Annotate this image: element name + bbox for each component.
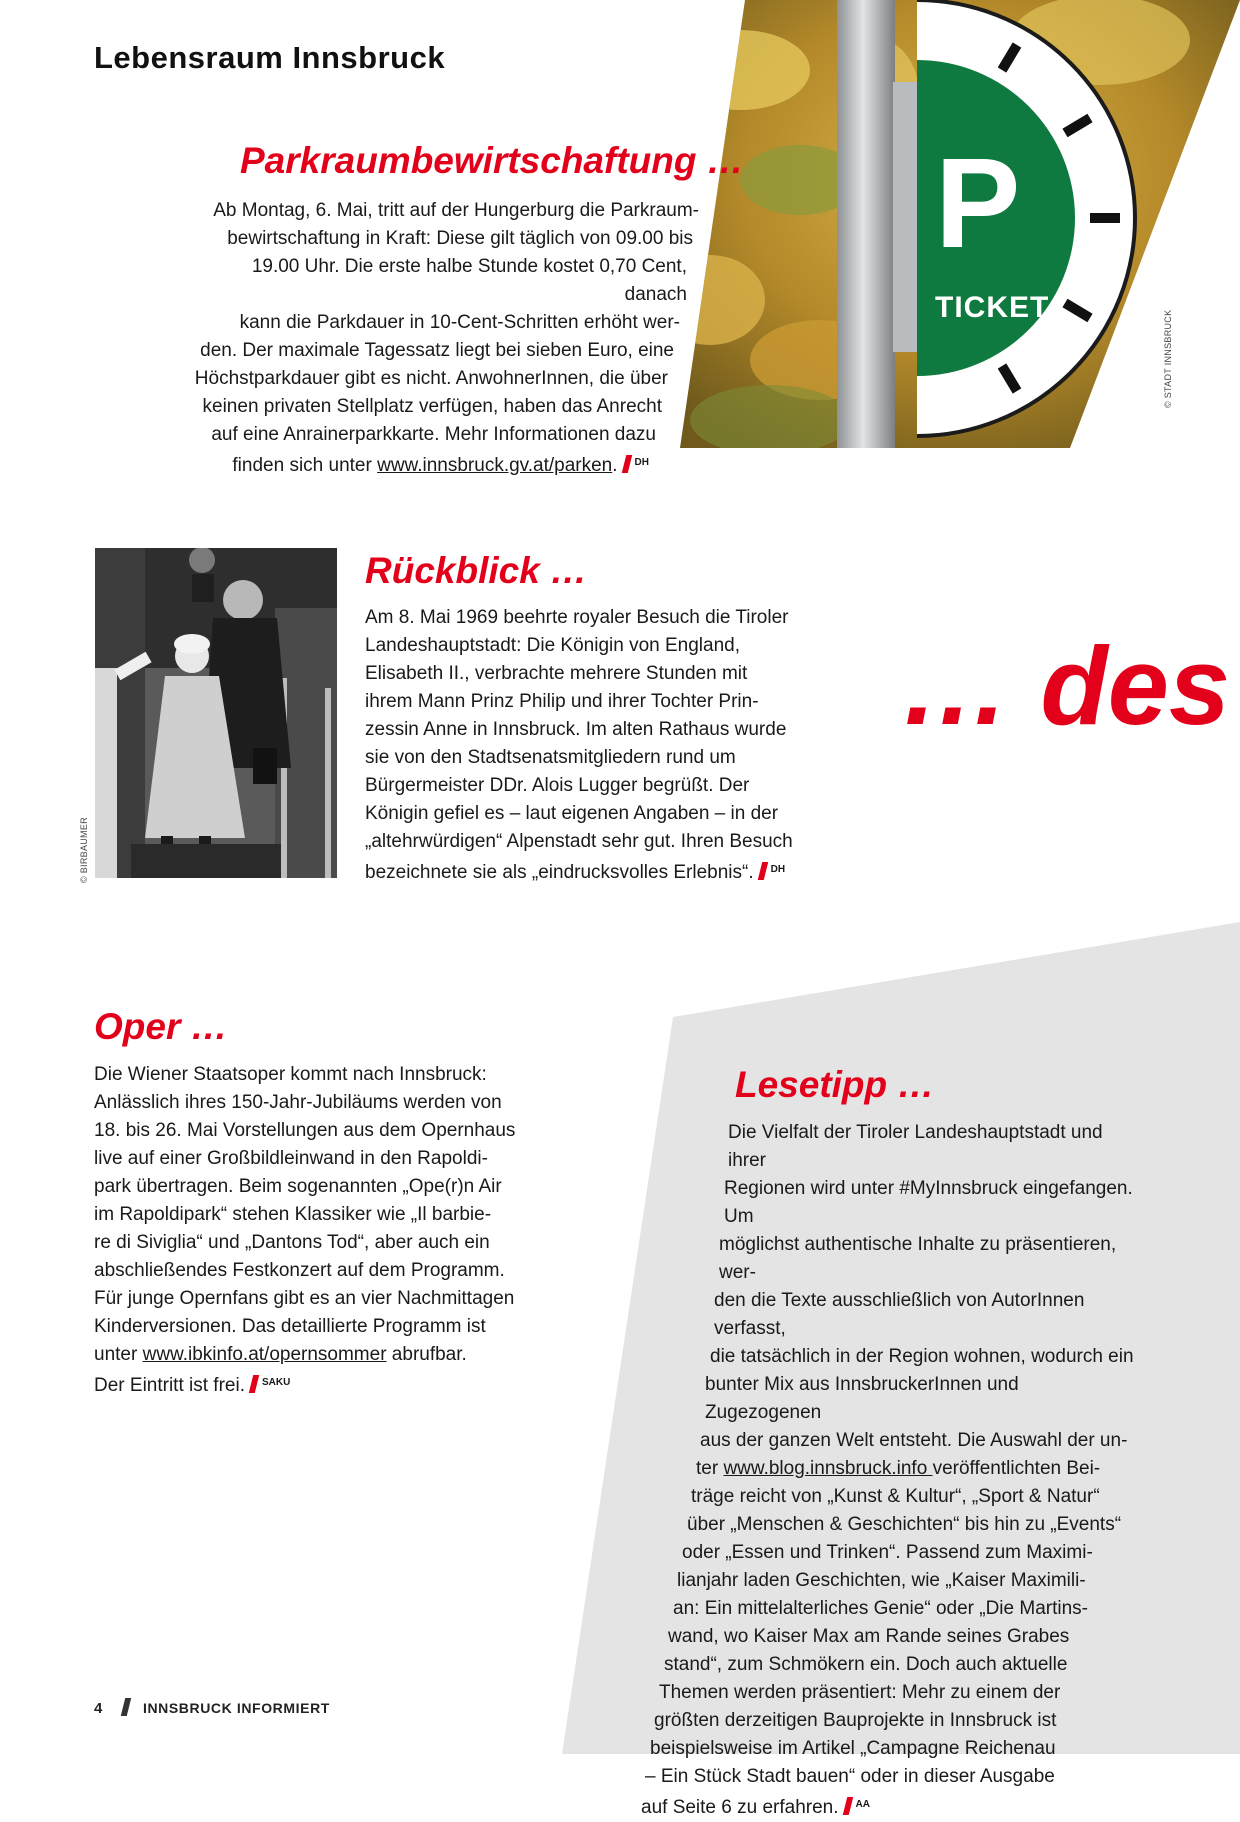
review-text: bezeichnete sie als „eindrucksvolles Erlebnis“. (365, 862, 754, 883)
author-initials: DH (634, 457, 649, 468)
author-initials: AA (855, 1799, 870, 1810)
parking-text: . (612, 455, 618, 476)
page-footer (94, 1698, 330, 1717)
parking-line: keinen privaten Stellplatz verfügen, haben das Anrecht (202, 396, 662, 417)
opera-line: live auf einer Großbildleinwand in den Rapoldi- (94, 1148, 488, 1169)
tip-blog-link[interactable]: www.blog.innsbruck.info (723, 1458, 933, 1479)
tip-text: veröffentlichten Bei- (932, 1458, 1101, 1479)
opera-body (94, 1061, 534, 1400)
review-line: ihrem Mann Prinz Philip und ihrer Tochter Prin- (365, 691, 759, 712)
tip-line: möglichst authentische Inhalte zu präsentieren, wer- (719, 1234, 1117, 1283)
opera-line: 18. bis 26. Mai Vorstellungen aus dem Opernhaus (94, 1120, 516, 1141)
parking-line: Ab Montag, 6. Mai, tritt auf der Hungerburg die Parkraum- (213, 200, 699, 221)
opera-line (94, 1341, 534, 1369)
tip-line: Die Vielfalt der Tiroler Landeshauptstadt und ihrer (728, 1122, 1103, 1171)
tip-line: an: Ein mittelalterliches Genie“ oder „Die Martins- (673, 1598, 1088, 1619)
opera-line (94, 1369, 534, 1400)
tip-line: oder „Essen und Trinken“. Passend zum Maximi- (682, 1542, 1093, 1563)
tip-line: träge reicht von „Kunst & Kultur“, „Sport & Natur“ (691, 1486, 1100, 1507)
author-initials: SAKU (261, 1377, 291, 1388)
tip-text: auf Seite 6 zu erfahren. (641, 1797, 839, 1818)
tip-line (696, 1455, 1140, 1483)
tip-body (630, 1119, 1140, 1822)
tip-line: die tatsächlich in der Region wohnen, wodurch ein (710, 1346, 1134, 1367)
review-line: Am 8. Mai 1969 beehrte royaler Besuch die Tiroler (365, 607, 789, 628)
parking-sign-letter: P (935, 132, 1021, 275)
parking-line: Höchstparkdauer gibt es nicht. AnwohnerInnen, die über (194, 368, 668, 389)
parking-line: den. Der maximale Tagessatz liegt bei sieben Euro, eine (200, 340, 674, 361)
parking-line: bewirtschaftung in Kraft: Diese gilt täglich von 09.00 bis (227, 228, 693, 249)
parking-info-link[interactable]: www.innsbruck.gv.at/parken (377, 455, 613, 476)
opera-text: unter (94, 1344, 143, 1365)
royal-photo-credit: © BIRBAUMER (79, 817, 89, 883)
review-line: sie von den Stadtsenatsmitgliedern rund um (365, 747, 736, 768)
opera-program-link[interactable]: www.ibkinfo.at/opernsommer (142, 1344, 387, 1365)
tip-line: Regionen wird unter #MyInnsbruck eingefangen. Um (724, 1178, 1133, 1227)
tip-line: – Ein Stück Stadt bauen“ oder in dieser Ausgabe (645, 1766, 1055, 1787)
author-initials: DH (770, 864, 786, 875)
review-line: Bürgermeister DDr. Alois Lugger begrüßt. Der (365, 775, 750, 796)
tip-line: wand, wo Kaiser Max am Rande seines Grabes (668, 1626, 1070, 1647)
tip-line: über „Menschen & Geschichten“ bis hin zu „Events“ (687, 1514, 1122, 1535)
opera-line: Kinderversionen. Das detaillierte Programm ist (94, 1316, 486, 1337)
review-heading: Rückblick … (365, 550, 588, 591)
footer-mark-icon (121, 1698, 131, 1716)
parking-heading: Parkraumbewirtschaftung … (240, 140, 744, 181)
parking-text: finden sich unter (232, 455, 378, 476)
review-line: zessin Anne in Innsbruck. Im alten Rathaus wurde (365, 719, 787, 740)
publication-name: INNSBRUCK INFORMIERT (142, 1700, 330, 1716)
tip-line: beispielsweise im Artikel „Campagne Reichenau (650, 1738, 1056, 1759)
tip-heading: Lesetipp … (735, 1064, 935, 1105)
opera-text: Der Eintritt ist frei. (94, 1375, 245, 1396)
opera-line: Für junge Opernfans gibt es an vier Nachmittagen (94, 1288, 515, 1309)
parking-line: auf eine Anrainerparkkarte. Mehr Informationen dazu (211, 424, 656, 445)
parking-line: 19.00 Uhr. Die erste halbe Stunde kostet 0,70 Cent, danach (251, 256, 687, 305)
review-line: Elisabeth II., verbrachte mehrere Stunden mit (365, 663, 748, 684)
parking-line: kann die Parkdauer in 10-Cent-Schritten erhöht wer- (239, 312, 680, 333)
review-line: „altehrwürdigen“ Alpenstadt sehr gut. Ihren Besuch (365, 831, 793, 852)
parking-sign-label: TICKET (935, 291, 1050, 324)
tip-line: größten derzeitigen Bauprojekte in Innsbruck ist (654, 1710, 1057, 1731)
tip-line: bunter Mix aus InnsbruckerInnen und Zugezogenen (705, 1374, 1019, 1423)
tip-line: aus der ganzen Welt entsteht. Die Auswahl der un- (700, 1430, 1128, 1451)
opera-line: abschließendes Festkonzert auf dem Programm. (94, 1260, 505, 1281)
opera-line: re di Siviglia“ und „Dantons Tod“, aber auch ein (94, 1232, 490, 1253)
tip-line: Themen werden präsentiert: Mehr zu einem der (659, 1682, 1061, 1703)
page-number: 4 (94, 1700, 103, 1717)
review-line: Königin gefiel es – laut eigenen Angaben – in der (365, 803, 779, 824)
opera-heading: Oper … (94, 1006, 228, 1047)
big-word: … des (900, 625, 1231, 748)
opera-text: abrufbar. (386, 1344, 467, 1365)
tip-line: lianjahr laden Geschichten, wie „Kaiser Maximili- (677, 1570, 1086, 1591)
opera-line: Anlässlich ihres 150-Jahr-Jubiläums werden von (94, 1092, 502, 1113)
end-mark-icon (842, 1797, 852, 1815)
tip-line: stand“, zum Schmökern ein. Doch auch aktuelle (664, 1654, 1068, 1675)
opera-line: Die Wiener Staatsoper kommt nach Innsbruck: (94, 1064, 487, 1085)
section-title: Lebensraum Innsbruck (94, 40, 446, 75)
review-line: Landeshauptstadt: Die Königin von England, (365, 635, 740, 656)
parking-photo-credit: © STADT INNSBRUCK (1163, 309, 1173, 408)
tip-text: ter (696, 1458, 724, 1479)
opera-line: im Rapoldipark“ stehen Klassiker wie „Il barbie- (94, 1204, 492, 1225)
tip-line (641, 1791, 1140, 1822)
opera-line: park übertragen. Beim sogenannten „Ope(r)n Air (94, 1176, 502, 1197)
tip-line: den die Texte ausschließlich von AutorInnen verfasst, (714, 1290, 1085, 1339)
end-mark-icon (249, 1375, 259, 1393)
